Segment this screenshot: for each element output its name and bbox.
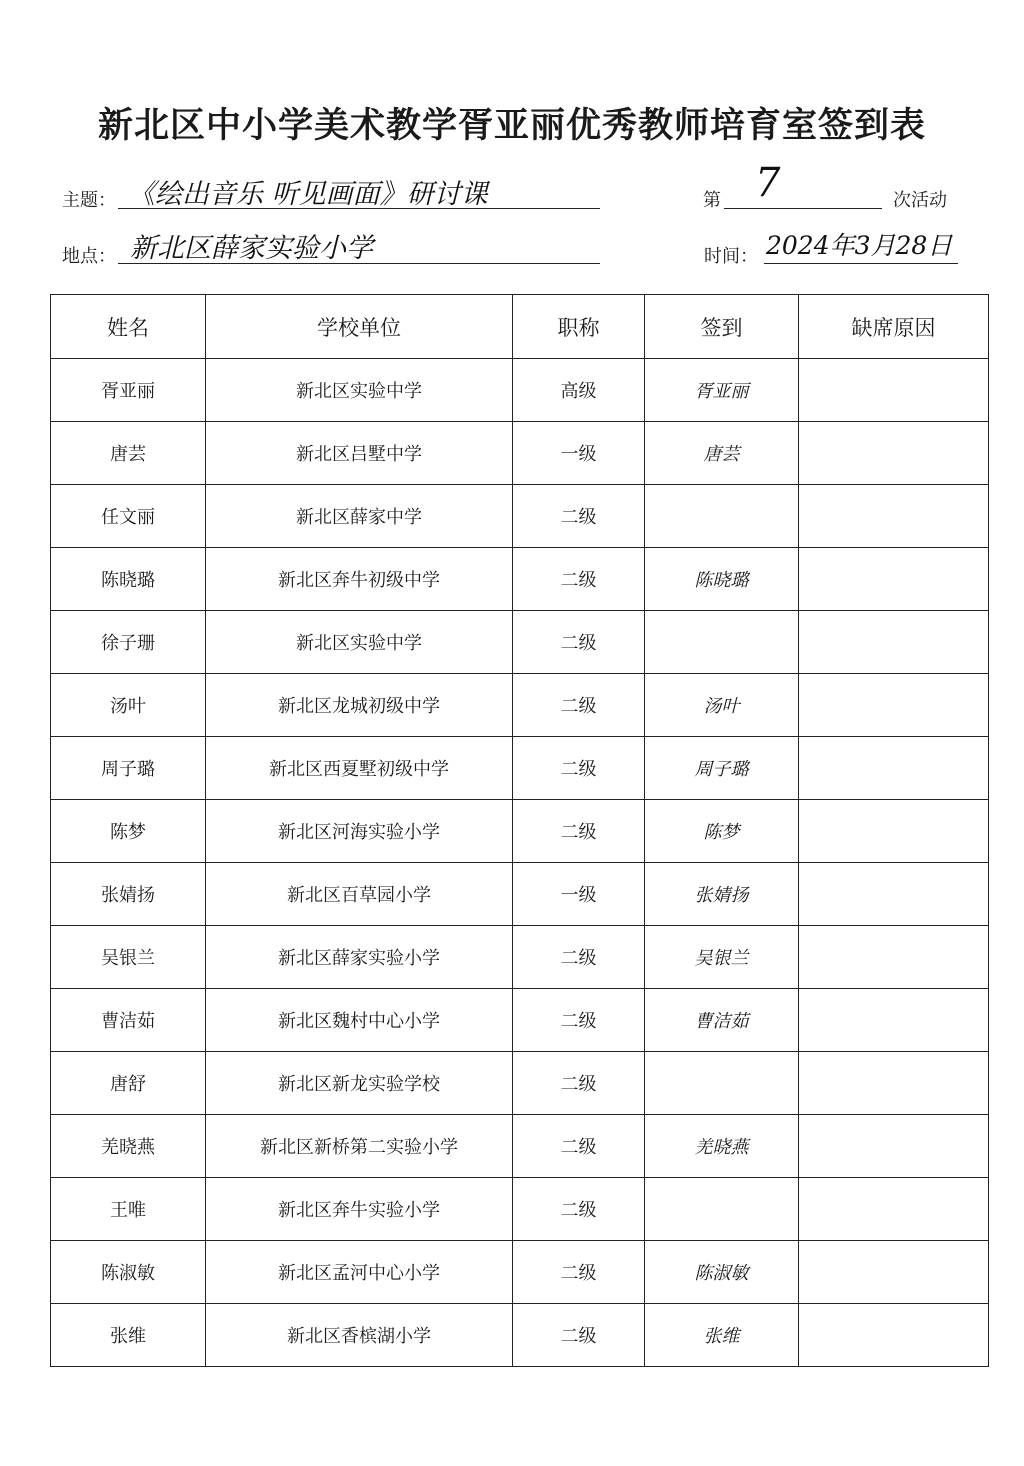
cell-name: 徐子珊 — [51, 611, 206, 674]
header-title: 职称 — [513, 295, 645, 359]
cell-school: 新北区实验中学 — [206, 611, 513, 674]
cell-absence — [799, 674, 989, 737]
cell-name: 张维 — [51, 1304, 206, 1367]
cell-signature: 羌晓燕 — [645, 1115, 799, 1178]
cell-absence — [799, 1304, 989, 1367]
cell-signature: 吴银兰 — [645, 926, 799, 989]
table-header-row — [51, 295, 989, 359]
cell-title: 高级 — [513, 359, 645, 422]
cell-absence — [799, 926, 989, 989]
cell-school: 新北区百草园小学 — [206, 863, 513, 926]
cell-absence — [799, 989, 989, 1052]
cell-name: 陈梦 — [51, 800, 206, 863]
header-school: 学校单位 — [206, 295, 513, 359]
topic-label: 主题： — [62, 190, 116, 211]
cell-name: 羌晓燕 — [51, 1115, 206, 1178]
cell-title: 二级 — [513, 737, 645, 800]
table-row — [51, 1178, 989, 1241]
cell-absence — [799, 863, 989, 926]
cell-name: 唐芸 — [51, 422, 206, 485]
location-label: 地点： — [62, 246, 116, 267]
cell-name: 陈淑敏 — [51, 1241, 206, 1304]
cell-title: 二级 — [513, 1304, 645, 1367]
cell-signature — [645, 611, 799, 674]
cell-school: 新北区魏村中心小学 — [206, 989, 513, 1052]
cell-title: 一级 — [513, 422, 645, 485]
cell-title: 二级 — [513, 1241, 645, 1304]
page-title: 新北区中小学美术教学胥亚丽优秀教师培育室签到表 — [97, 106, 926, 146]
cell-signature: 陈梦 — [645, 800, 799, 863]
cell-name: 任文丽 — [51, 485, 206, 548]
cell-signature — [645, 1052, 799, 1115]
cell-signature — [645, 1178, 799, 1241]
cell-absence — [799, 1052, 989, 1115]
cell-title: 二级 — [513, 1178, 645, 1241]
topic-underline — [118, 208, 600, 209]
cell-absence — [799, 737, 989, 800]
cell-title: 二级 — [513, 485, 645, 548]
cell-school: 新北区香槟湖小学 — [206, 1304, 513, 1367]
date-value: 2024年3月28日 — [766, 231, 953, 260]
session-suffix: 次活动 — [893, 190, 947, 211]
table-row — [51, 1052, 989, 1115]
table-row — [51, 989, 989, 1052]
session-number: 7 — [755, 160, 781, 206]
cell-name: 胥亚丽 — [51, 359, 206, 422]
cell-signature — [645, 485, 799, 548]
cell-title: 二级 — [513, 989, 645, 1052]
session-prefix: 第 — [703, 190, 721, 211]
cell-school: 新北区薛家实验小学 — [206, 926, 513, 989]
cell-name: 张婧扬 — [51, 863, 206, 926]
cell-school: 新北区新龙实验学校 — [206, 1052, 513, 1115]
cell-title: 二级 — [513, 674, 645, 737]
cell-absence — [799, 1241, 989, 1304]
cell-signature: 汤叶 — [645, 674, 799, 737]
table-row — [51, 1115, 989, 1178]
table-row — [51, 926, 989, 989]
cell-school: 新北区奔牛初级中学 — [206, 548, 513, 611]
cell-signature: 唐芸 — [645, 422, 799, 485]
cell-signature: 曹洁茹 — [645, 989, 799, 1052]
sign-in-table — [50, 294, 989, 1367]
cell-absence — [799, 1115, 989, 1178]
session-underline — [724, 208, 882, 209]
cell-school: 新北区孟河中心小学 — [206, 1241, 513, 1304]
cell-name: 陈晓璐 — [51, 548, 206, 611]
table-row — [51, 737, 989, 800]
cell-signature: 陈晓璐 — [645, 548, 799, 611]
cell-signature: 张维 — [645, 1304, 799, 1367]
date-underline — [764, 263, 958, 264]
cell-title: 二级 — [513, 611, 645, 674]
date-label: 时间： — [704, 246, 758, 267]
table-row — [51, 422, 989, 485]
cell-absence — [799, 485, 989, 548]
cell-signature: 胥亚丽 — [645, 359, 799, 422]
cell-school: 新北区龙城初级中学 — [206, 674, 513, 737]
header-signature: 签到 — [645, 295, 799, 359]
cell-school: 新北区河海实验小学 — [206, 800, 513, 863]
table-row — [51, 548, 989, 611]
cell-absence — [799, 548, 989, 611]
table-row — [51, 485, 989, 548]
cell-signature: 张婧扬 — [645, 863, 799, 926]
cell-absence — [799, 800, 989, 863]
cell-title: 二级 — [513, 548, 645, 611]
cell-absence — [799, 359, 989, 422]
cell-name: 汤叶 — [51, 674, 206, 737]
topic-value: 《绘出音乐 听见画面》研讨课 — [128, 179, 488, 210]
cell-school: 新北区薛家中学 — [206, 485, 513, 548]
cell-name: 曹洁茹 — [51, 989, 206, 1052]
cell-title: 二级 — [513, 1115, 645, 1178]
cell-name: 周子璐 — [51, 737, 206, 800]
cell-absence — [799, 611, 989, 674]
cell-name: 唐舒 — [51, 1052, 206, 1115]
cell-school: 新北区奔牛实验小学 — [206, 1178, 513, 1241]
cell-name: 王唯 — [51, 1178, 206, 1241]
cell-title: 一级 — [513, 863, 645, 926]
cell-name: 吴银兰 — [51, 926, 206, 989]
table-row — [51, 359, 989, 422]
header-absence: 缺席原因 — [799, 295, 989, 359]
location-underline — [118, 263, 600, 264]
cell-title: 二级 — [513, 1052, 645, 1115]
table-row — [51, 800, 989, 863]
cell-title: 二级 — [513, 926, 645, 989]
cell-signature: 陈淑敏 — [645, 1241, 799, 1304]
table-row — [51, 1304, 989, 1367]
cell-signature: 周子璐 — [645, 737, 799, 800]
cell-school: 新北区吕墅中学 — [206, 422, 513, 485]
table-row — [51, 1241, 989, 1304]
cell-school: 新北区新桥第二实验小学 — [206, 1115, 513, 1178]
cell-absence — [799, 1178, 989, 1241]
table-row — [51, 863, 989, 926]
cell-school: 新北区实验中学 — [206, 359, 513, 422]
table-row — [51, 674, 989, 737]
cell-absence — [799, 422, 989, 485]
header-name: 姓名 — [51, 295, 206, 359]
cell-school: 新北区西夏墅初级中学 — [206, 737, 513, 800]
cell-title: 二级 — [513, 800, 645, 863]
location-value: 新北区薛家实验小学 — [130, 233, 373, 264]
table-row — [51, 611, 989, 674]
